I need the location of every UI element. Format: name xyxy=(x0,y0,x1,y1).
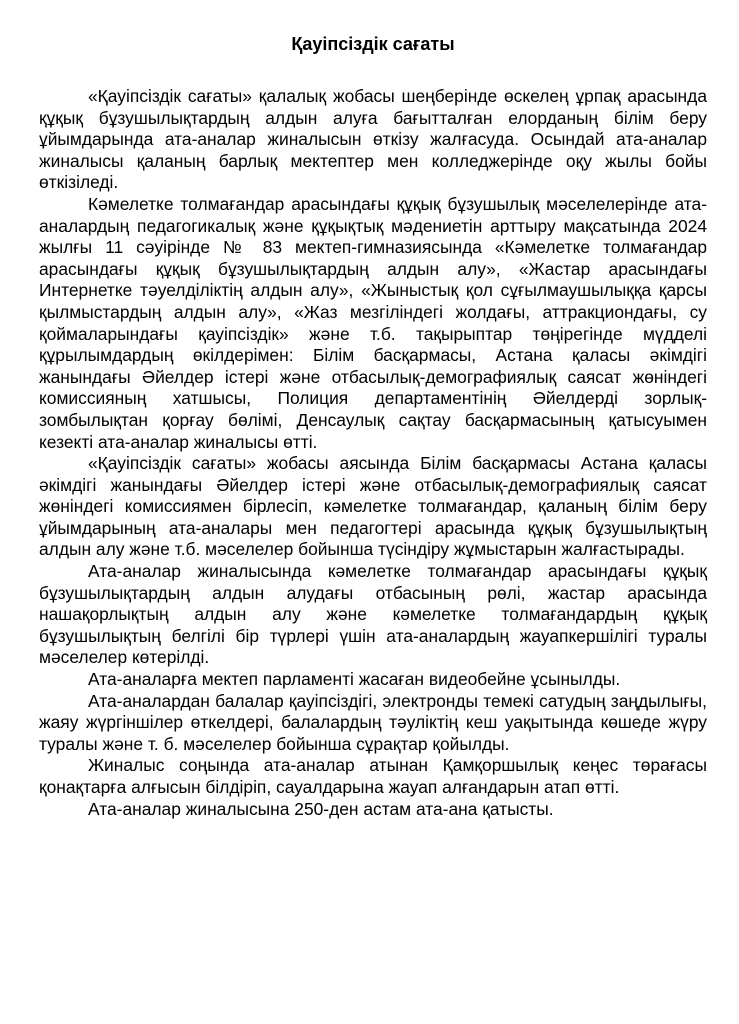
paragraph: «Қауіпсіздік сағаты» қалалық жобасы шеңберінде өскелең ұрпақ арасында құқық бұзушылықтардың алдын алуға бағытталған елорданың білім беру ұйымдарында ата-аналар жиналысын өткізу жалғасуда. Осындай ата-аналар жиналысы қаланың барлық мектептер мен колледжерінде оқу жылы бойы өткізіледі. xyxy=(39,86,707,193)
paragraph: Ата-аналардан балалар қауіпсіздігі, электронды темекі сатудың заңдылығы, жаяу жүргіншілер өткелдері, балалардың тәуліктің кеш уақытында көшеде жүру туралы және т. б. мәселелер бойынша сұрақтар қойылды. xyxy=(39,690,707,754)
paragraph: «Қауіпсіздік сағаты» жобасы аясында Білім басқармасы Астана қаласы әкімдігі жанындағы Әйелдер істері және отбасылық-демографиялық саясат жөніндегі комиссиямен бірлесіп, кәмелетке толмағандар, қаланың білім беру ұйымдарының ата-аналары мен педагогтері арасында құқық бұзушылықтың алдын алу және т.б. мәселелер бойынша түсіндіру жұмыстарын жалғастырады. xyxy=(39,453,707,560)
document-title: Қауіпсіздік сағаты xyxy=(291,34,455,54)
paragraph: Кәмелетке толмағандар арасындағы құқық бұзушылық мәселелерінде ата-аналардың педагогикалық және құқықтық мәдениетін арттыру мақсатында 2024 жылғы 11 сәуірінде № 83 мектеп-гимназиясында «Кәмелетке толмағандар арасындағы құқық бұзушылықтардың алдын алу», «Жастар арасындағы Интернетке тәуелділіктің алдын алу», «Жыныстық қол сұғылмаушылыққа қарсы қылмыстардың алдын алу», «Жаз мезгіліндегі жолдағы, аттракциондағы, су қоймаларындағы қауіпсіздік» және т.б. тақырыптар төңірегінде мүдделі құрылымдардың өкілдерімен: Білім басқармасы, Астана қаласы әкімдігі жанындағы Әйелдер істері және отбасылық-демографиялық саясат жөніндегі комиссияның хатшысы, Полиция департаментінің Әйелдерді зорлық-зомбылықтан қорғау бөлімі, Денсаулық сақтау басқармасының қатысуымен кезекті ата-аналар жиналысы өтті. xyxy=(39,193,707,452)
document-page xyxy=(39,32,707,820)
paragraph: Ата-аналар жиналысына 250-ден астам ата-ана қатысты. xyxy=(88,798,554,819)
paragraph: Жиналыс соңында ата-аналар атынан Қамқоршылық кеңес төрағасы қонақтарға алғысын білдіріп, сауалдарына жауап алғандарын атап өтті. xyxy=(39,755,707,797)
paragraph: Ата-аналар жиналысында кәмелетке толмағандар арасындағы құқық бұзушылықтардың алдын алудағы отбасының рөлі, жастар арасында нашақорлықтың алдын алу және кәмелетке толмағандардың құқық бұзушылықтың белгілі бір түрлері үшін ата-аналардың жауапкершілігі туралы мәселелер көтерілді. xyxy=(39,561,707,668)
paragraph: Ата-аналарға мектеп парламенті жасаған видеобейне ұсынылды. xyxy=(88,669,621,690)
